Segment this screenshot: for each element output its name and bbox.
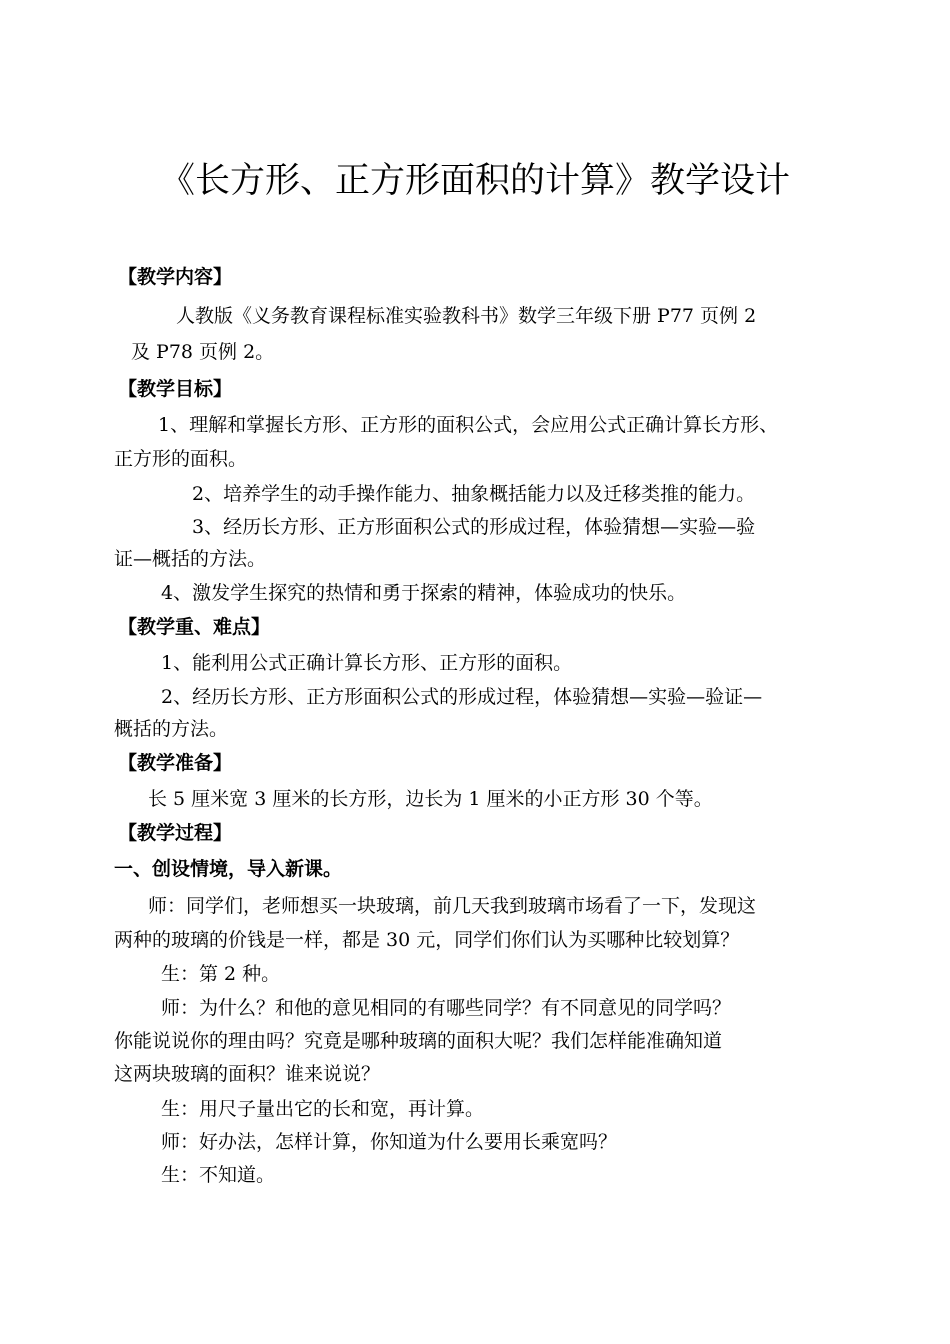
section-heading-process: 【教学过程】 xyxy=(118,822,233,844)
key-points-line-3: 概括的方法。 xyxy=(114,718,229,740)
process-line-4: 师：为什么？和他的意见相同的有哪些同学？有不同意见的同学吗？ xyxy=(161,997,732,1019)
section-heading-content: 【教学内容】 xyxy=(118,266,233,288)
section-heading-goals: 【教学目标】 xyxy=(118,378,233,400)
goals-line-1: 1、理解和掌握长方形、正方形的面积公式，会应用公式正确计算长方形、 xyxy=(158,414,779,436)
process-line-2: 两种的玻璃的价钱是一样，都是 30 元，同学们你们认为买哪种比较划算？ xyxy=(114,929,740,951)
section-heading-key-points: 【教学重、难点】 xyxy=(118,616,271,638)
process-line-7: 生：用尺子量出它的长和宽，再计算。 xyxy=(161,1098,485,1120)
goals-line-2: 正方形的面积。 xyxy=(114,448,248,470)
goals-line-4: 3、经历长方形、正方形面积公式的形成过程，体验猜想—实验—验 xyxy=(192,516,756,538)
content-line-2: 及 P78 页例 2。 xyxy=(131,341,275,363)
process-line-8: 师：好办法，怎样计算，你知道为什么要用长乘宽吗？ xyxy=(161,1131,618,1153)
process-line-5: 你能说说你的理由吗？究竟是哪种玻璃的面积大呢？我们怎样能准确知道 xyxy=(114,1030,723,1052)
process-line-9: 生：不知道。 xyxy=(161,1164,276,1186)
preparation-line-1: 长 5 厘米宽 3 厘米的长方形，边长为 1 厘米的小正方形 30 个等。 xyxy=(148,788,713,810)
content-line-1: 人教版《义务教育课程标准实验教科书》数学三年级下册 P77 页例 2 xyxy=(176,305,757,327)
goals-line-3: 2、培养学生的动手操作能力、抽象概括能力以及迁移类推的能力。 xyxy=(192,483,756,505)
key-points-line-1: 1、能利用公式正确计算长方形、正方形的面积。 xyxy=(161,652,573,674)
process-subheading: 一、创设情境，导入新课。 xyxy=(114,858,343,880)
process-line-6: 这两块玻璃的面积？谁来说说？ xyxy=(114,1063,381,1085)
document-title: 《长方形、正方形面积的计算》教学设计 xyxy=(159,161,790,201)
section-heading-preparation: 【教学准备】 xyxy=(118,752,233,774)
goals-line-6: 4、激发学生探究的热情和勇于探索的精神，体验成功的快乐。 xyxy=(161,582,687,604)
goals-line-5: 证—概括的方法。 xyxy=(114,548,267,570)
process-line-1: 师：同学们，老师想买一块玻璃，前几天我到玻璃市场看了一下，发现这 xyxy=(148,895,757,917)
process-line-3: 生：第 2 种。 xyxy=(161,963,281,985)
key-points-line-2: 2、经历长方形、正方形面积公式的形成过程，体验猜想—实验—验证— xyxy=(161,686,763,708)
